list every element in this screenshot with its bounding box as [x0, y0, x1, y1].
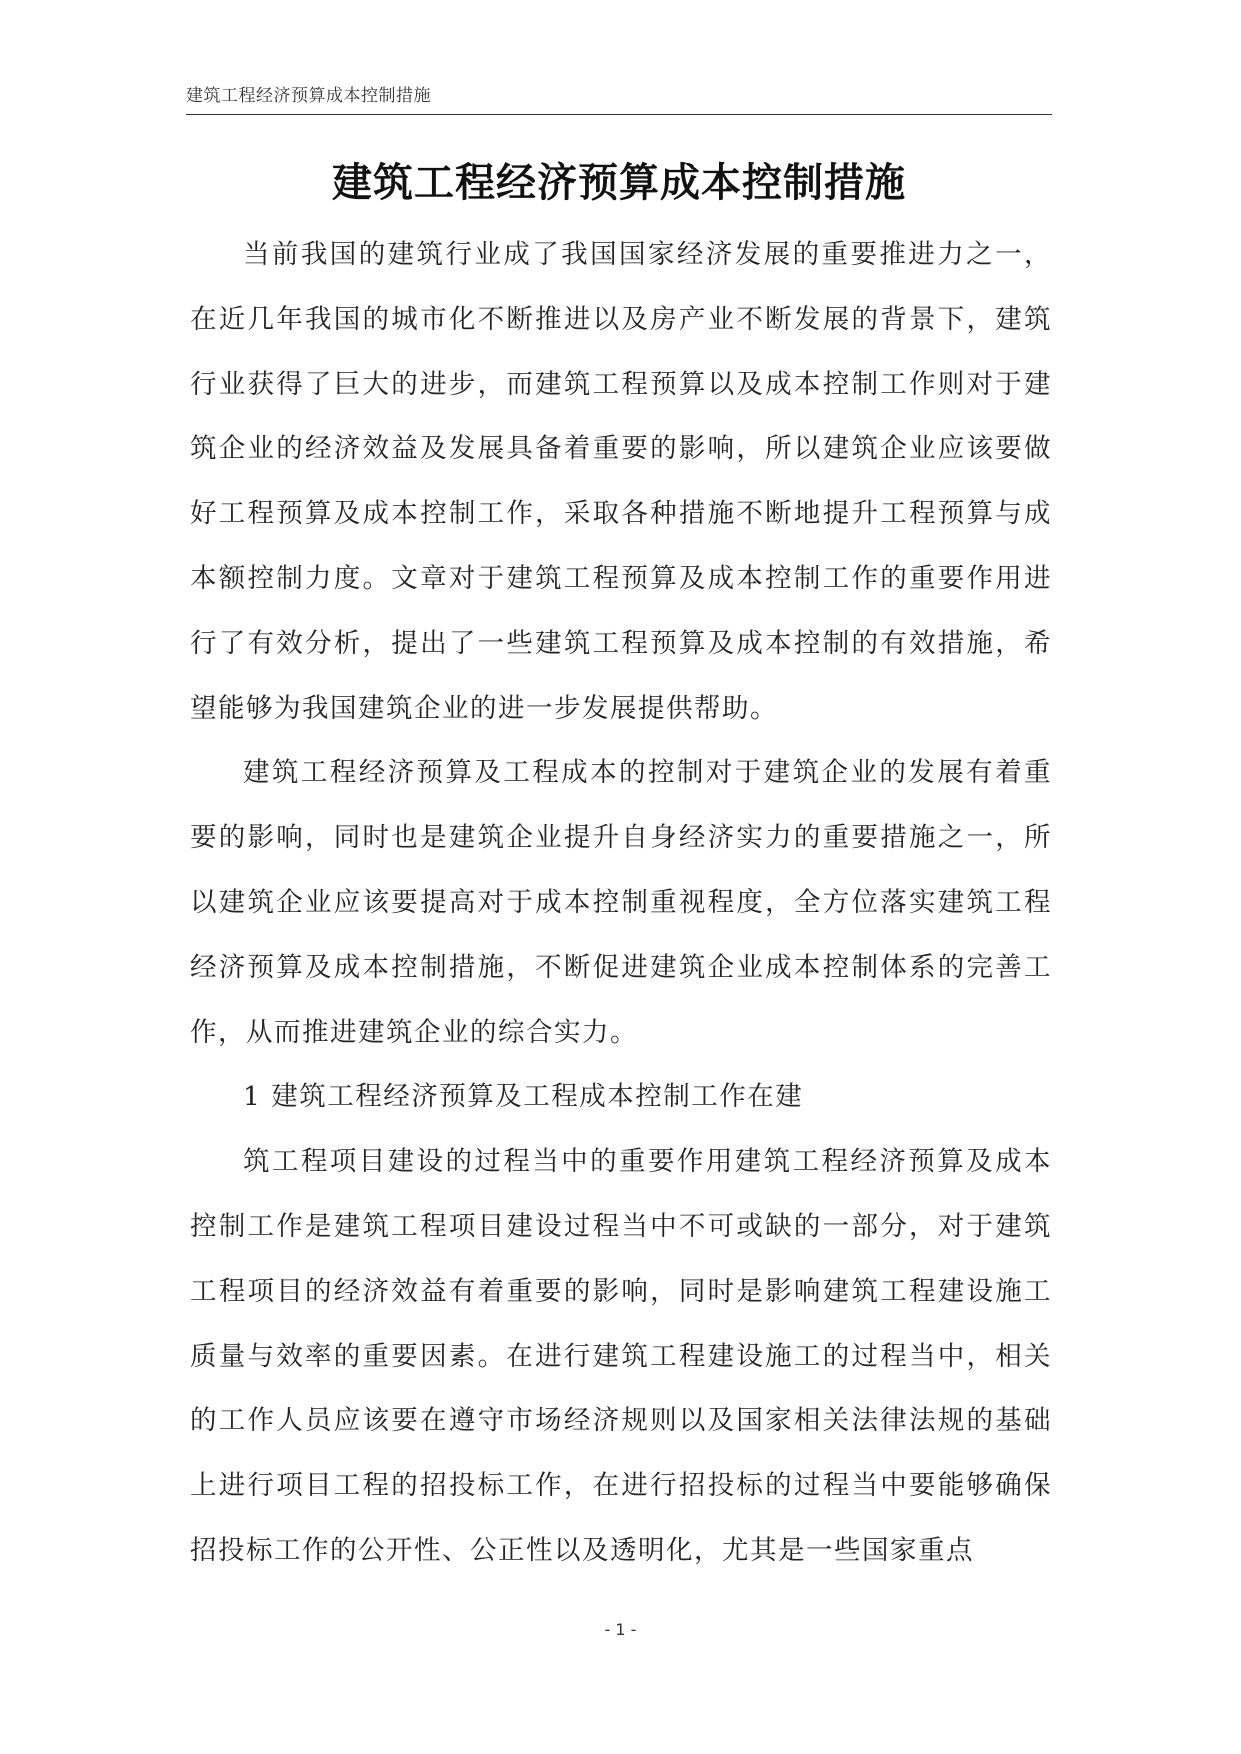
paragraph-section-body: 筑工程项目建设的过程当中的重要作用建筑工程经济预算及成本控制工作是建筑工程项目建设过程当中不可或缺的一部分，对于建筑工程项目的经济效益有着重要的影响，同时是影响建筑工程建设施工质量与效率的重要因素。在进行建筑工程建设施工的过程当中，相关的工作人员应该要在遵守市场经济规则以及国家相关法律法规的基础上进行项目工程的招投标工作，在进行招投标的过程当中要能够确保招投标工作的公开性、公正性以及透明化，尤其是一些国家重点 — [190, 1146, 1052, 1566]
document-body — [190, 223, 1052, 1584]
paragraph-intro: 当前我国的建筑行业成了我国国家经济发展的重要推进力之一，在近几年我国的城市化不断推进以及房产业不断发展的背景下，建筑行业获得了巨大的进步，而建筑工程预算以及成本控制工作则对于建筑企业的经济效益及发展具备着重要的影响，所以建筑企业应该要做好工程预算及成本控制工作，采取各种措施不断地提升工程预算与成本额控制力度。文章对于建筑工程预算及成本控制工作的重要作用进行了有效分析，提出了一些建筑工程预算及成本控制的有效措施，希望能够为我国建筑企业的进一步发展提供帮助。 — [190, 239, 1052, 724]
page-number: - 1 - — [604, 1620, 637, 1639]
paragraph-importance: 建筑工程经济预算及工程成本的控制对于建筑企业的发展有着重要的影响，同时也是建筑企业提升自身经济实力的重要措施之一，所以建筑企业应该要提高对于成本控制重视程度，全方位落实建筑工程经济预算及成本控制措施，不断促进建筑企业成本控制体系的完善工作，从而推进建筑企业的综合实力。 — [190, 757, 1052, 1048]
running-header: 建筑工程经济预算成本控制措施 — [186, 86, 1052, 115]
section-heading: 1 建筑工程经济预算及工程成本控制工作在建 — [243, 1081, 804, 1113]
document-title: 建筑工程经济预算成本控制措施 — [332, 159, 906, 206]
